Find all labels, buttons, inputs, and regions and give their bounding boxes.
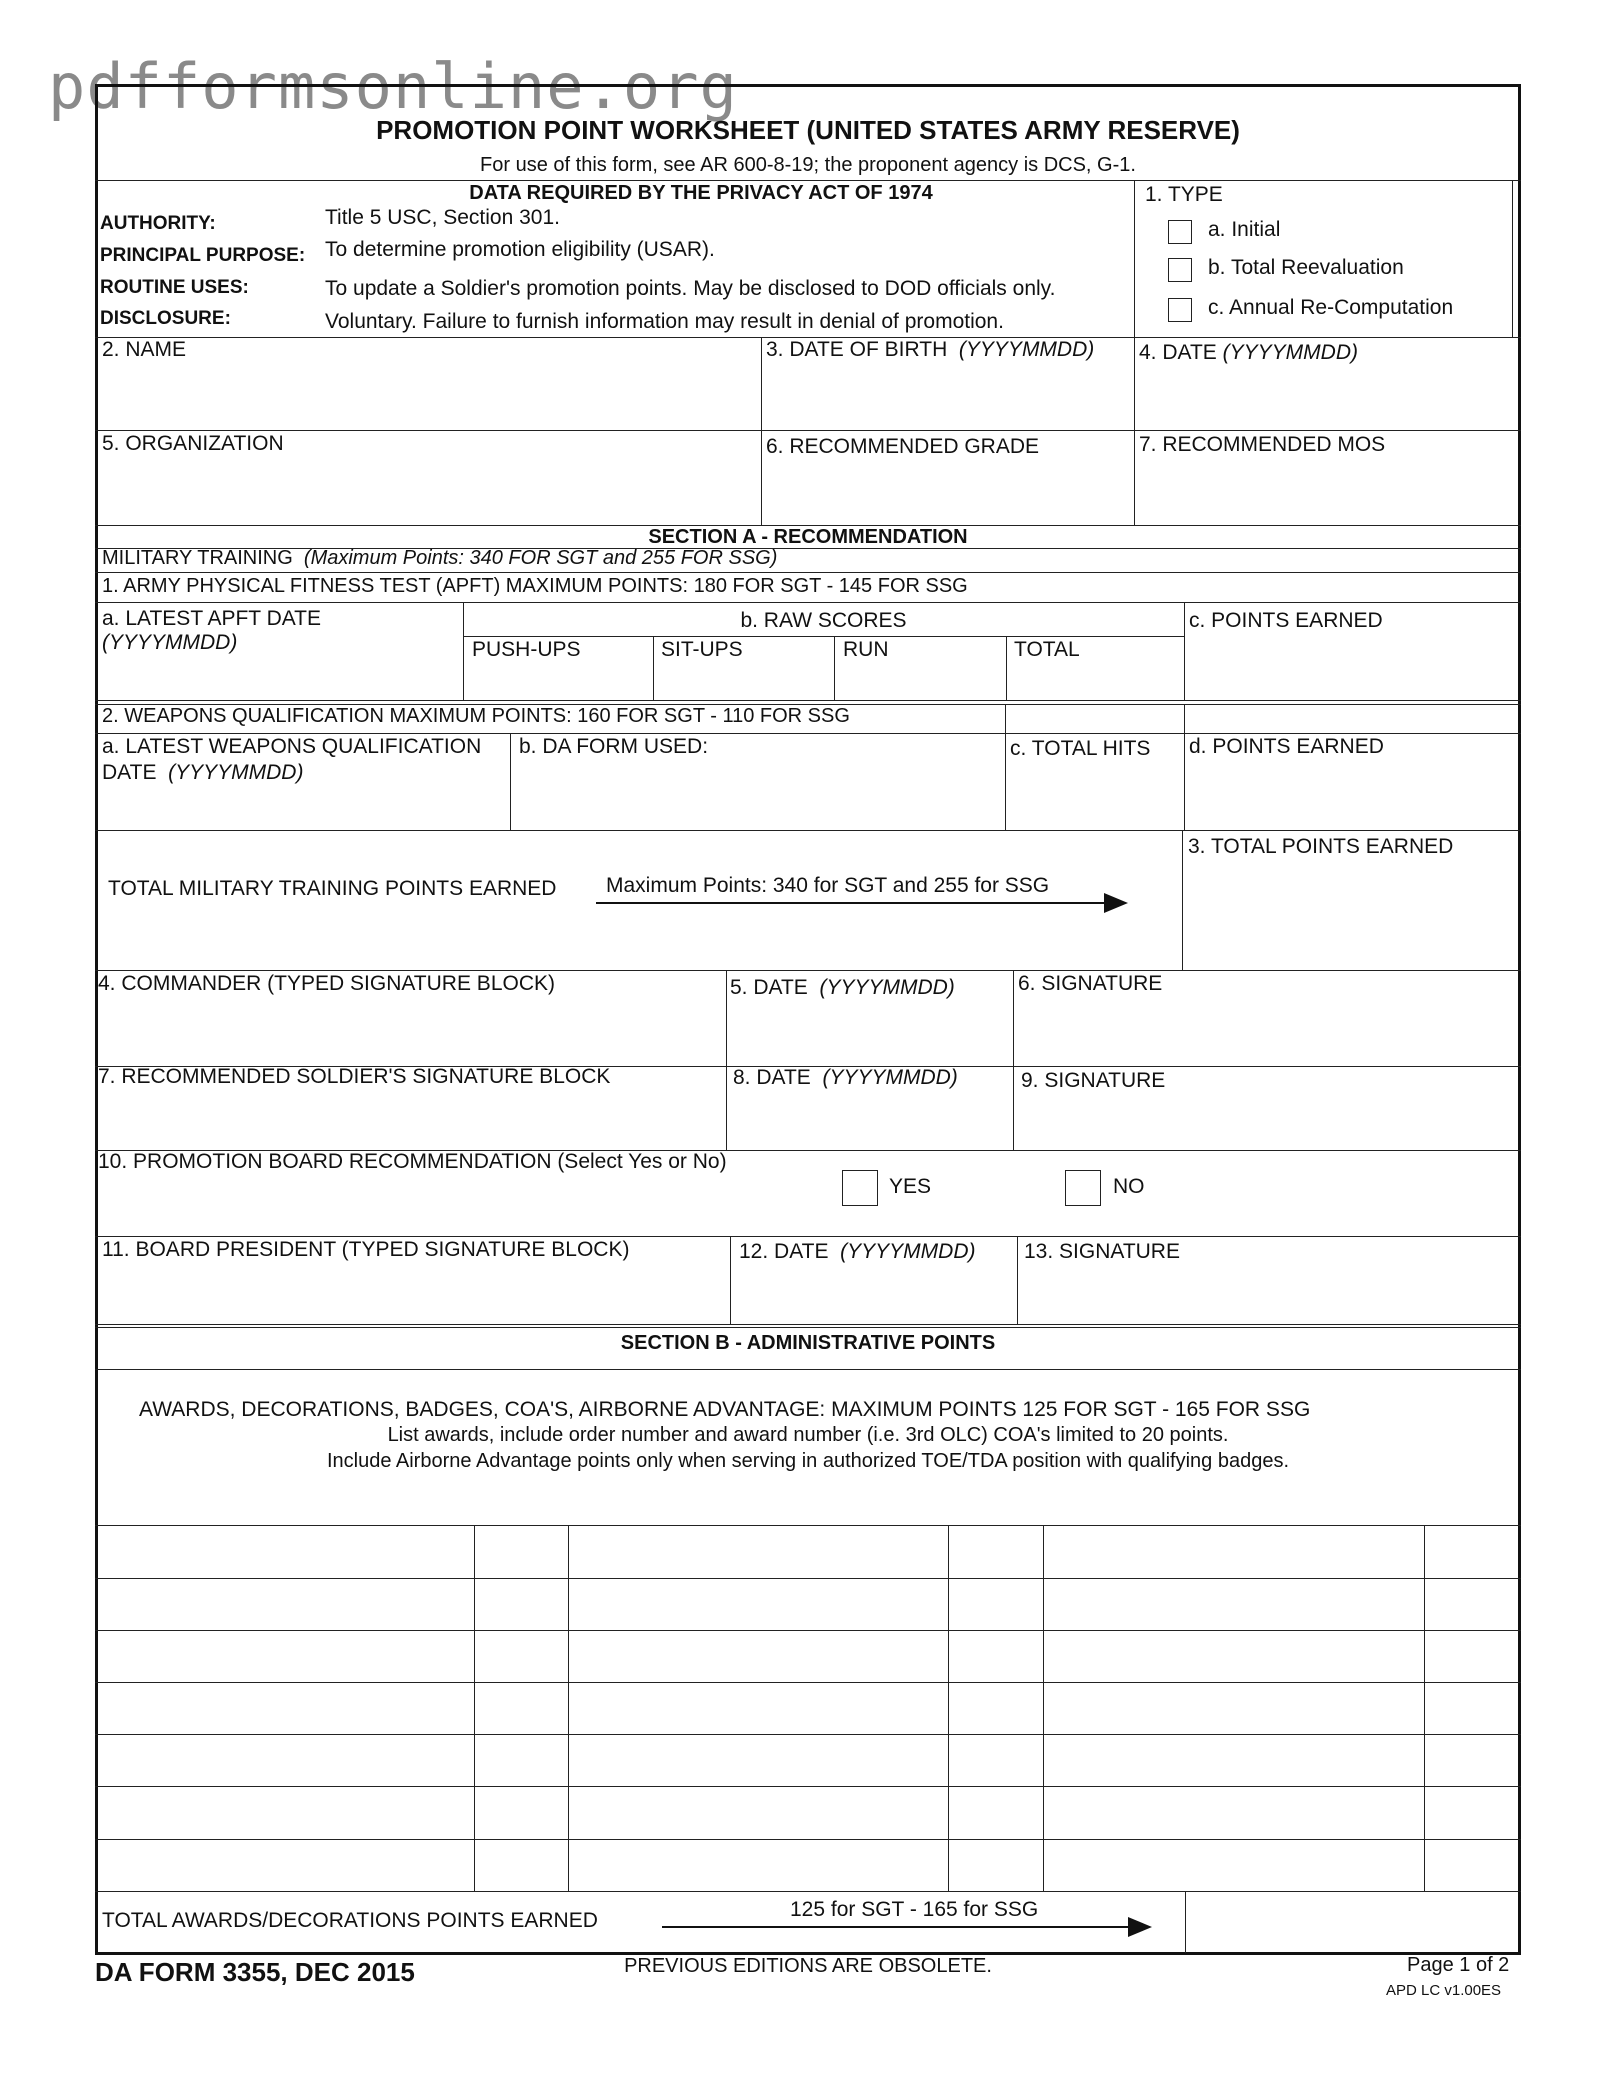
authority-text: Title 5 USC, Section 301. xyxy=(325,206,560,229)
section-b-line1: AWARDS, DECORATIONS, BADGES, COA'S, AIRBORNE ADVANTAGE: MAXIMUM POINTS 125 FOR SGT - 165 FOR SSG xyxy=(139,1398,1311,1421)
total-awards-max: 125 for SGT - 165 for SSG xyxy=(790,1898,1039,1921)
military-training-label: MILITARY TRAINING (Maximum Points: 340 FOR SGT and 255 FOR SSG) xyxy=(102,547,778,569)
date8-label: 8. DATE (YYYYMMDD) xyxy=(733,1066,958,1089)
signature6-label: 6. SIGNATURE xyxy=(1018,972,1163,995)
run-label: RUN xyxy=(843,638,889,661)
form-id: DA FORM 3355, DEC 2015 xyxy=(95,1957,415,1987)
previous-editions: PREVIOUS EDITIONS ARE OBSOLETE. xyxy=(624,1955,992,1977)
board-recommendation-label: 10. PROMOTION BOARD RECOMMENDATION (Select Yes or No) xyxy=(98,1150,727,1173)
type-label: 1. TYPE xyxy=(1145,183,1223,206)
form-subtitle: For use of this form, see AR 600-8-19; the proponent agency is DCS, G-1. xyxy=(480,154,1136,176)
board-no-checkbox[interactable] xyxy=(1065,1170,1101,1206)
disclosure-text: Voluntary. Failure to furnish information may result in denial of promotion. xyxy=(325,310,1004,333)
apft-heading: 1. ARMY PHYSICAL FITNESS TEST (APFT) MAXIMUM POINTS: 180 FOR SGT - 145 FOR SSG xyxy=(102,575,968,597)
apft-date-format: (YYYYMMDD) xyxy=(102,631,238,654)
board-yes-label: YES xyxy=(889,1175,932,1198)
total-awards-label: TOTAL AWARDS/DECORATIONS POINTS EARNED xyxy=(102,1909,598,1932)
name-input[interactable] xyxy=(100,366,750,424)
apft-points-label: c. POINTS EARNED xyxy=(1189,609,1383,632)
signature13-label: 13. SIGNATURE xyxy=(1024,1240,1180,1263)
total-points-earned-label: 3. TOTAL POINTS EARNED xyxy=(1188,835,1454,858)
purpose-text: To determine promotion eligibility (USAR). xyxy=(325,238,715,261)
grade-input[interactable] xyxy=(766,460,1126,518)
awards-table[interactable] xyxy=(96,1526,1520,1890)
type-initial-label: a. Initial xyxy=(1208,218,1281,241)
organization-label: 5. ORGANIZATION xyxy=(102,432,284,455)
mos-label: 7. RECOMMENDED MOS xyxy=(1139,433,1386,456)
soldier-signature-block-label: 7. RECOMMENDED SOLDIER'S SIGNATURE BLOCK xyxy=(98,1065,611,1088)
name-label: 2. NAME xyxy=(102,338,187,361)
date12-label: 12. DATE (YYYYMMDD) xyxy=(739,1240,976,1263)
da-form-used-label: b. DA FORM USED: xyxy=(519,735,709,758)
type-total-reevaluation-label: b. Total Reevaluation xyxy=(1208,256,1404,279)
type-total-reevaluation-checkbox[interactable] xyxy=(1168,258,1192,282)
total-awards-input[interactable] xyxy=(1188,1894,1518,1952)
section-b-line3: Include Airborne Advantage points only when serving in authorized TOE/TDA position with qualifying badges. xyxy=(326,1450,1290,1472)
date-input[interactable] xyxy=(1139,366,1509,424)
total-military-max: Maximum Points: 340 for SGT and 255 for SSG xyxy=(606,874,1050,897)
total-awards-arrow-icon xyxy=(662,1916,1154,1940)
board-president-label: 11. BOARD PRESIDENT (TYPED SIGNATURE BLOCK) xyxy=(102,1238,630,1261)
watermark: pdfformsonline.org xyxy=(48,50,738,123)
weapons-heading: 2. WEAPONS QUALIFICATION MAXIMUM POINTS: 160 FOR SGT - 110 FOR SSG xyxy=(102,705,850,727)
total-military-label: TOTAL MILITARY TRAINING POINTS EARNED xyxy=(108,877,557,900)
raw-scores-label: b. RAW SCORES xyxy=(740,609,907,632)
form-title: PROMOTION POINT WORKSHEET (UNITED STATES ARMY RESERVE) xyxy=(376,115,1240,145)
type-initial-checkbox[interactable] xyxy=(1168,220,1192,244)
type-annual-recomputation-label: c. Annual Re-Computation xyxy=(1208,296,1454,319)
weapons-date-label: a. LATEST WEAPONS QUALIFICATION xyxy=(102,735,482,758)
authority-label: AUTHORITY: xyxy=(100,213,216,234)
type-annual-recomputation-checkbox[interactable] xyxy=(1168,298,1192,322)
dob-label: 3. DATE OF BIRTH (YYYYMMDD) xyxy=(766,338,1095,361)
date-label: 4. DATE (YYYYMMDD) xyxy=(1139,341,1358,364)
mos-input[interactable] xyxy=(1139,460,1509,518)
dob-input[interactable] xyxy=(766,366,1126,424)
version: APD LC v1.00ES xyxy=(1386,1982,1502,1999)
weapons-points-label: d. POINTS EARNED xyxy=(1189,735,1384,758)
privacy-heading: DATA REQUIRED BY THE PRIVACY ACT OF 1974 xyxy=(469,182,933,204)
organization-input[interactable] xyxy=(100,460,750,518)
page-number: Page 1 of 2 xyxy=(1407,1954,1510,1976)
board-yes-checkbox[interactable] xyxy=(842,1170,878,1206)
signature9-label: 9. SIGNATURE xyxy=(1021,1069,1166,1092)
uses-text: To update a Soldier's promotion points. May be disclosed to DOD officials only. xyxy=(325,277,1056,300)
section-b-line2: List awards, include order number and award number (i.e. 3rd OLC) COA's limited to 20 points. xyxy=(387,1424,1229,1446)
total-label: TOTAL xyxy=(1014,638,1080,661)
commander-label: 4. COMMANDER (TYPED SIGNATURE BLOCK) xyxy=(98,972,555,995)
uses-label: ROUTINE USES: xyxy=(100,277,249,298)
total-military-arrow-icon xyxy=(596,892,1130,916)
total-hits-label: c. TOTAL HITS xyxy=(1010,737,1151,760)
date5-label: 5. DATE (YYYYMMDD) xyxy=(730,976,955,999)
weapons-date-label-2: DATE (YYYYMMDD) xyxy=(102,761,304,784)
grade-label: 6. RECOMMENDED GRADE xyxy=(766,435,1040,458)
section-b-heading: SECTION B - ADMINISTRATIVE POINTS xyxy=(620,1332,996,1354)
board-no-label: NO xyxy=(1113,1175,1145,1198)
section-a-heading: SECTION A - RECOMMENDATION xyxy=(648,526,968,548)
purpose-label: PRINCIPAL PURPOSE: xyxy=(100,245,306,266)
disclosure-label: DISCLOSURE: xyxy=(100,308,231,329)
situps-label: SIT-UPS xyxy=(661,638,743,661)
apft-date-label: a. LATEST APFT DATE xyxy=(102,607,322,630)
pushups-label: PUSH-UPS xyxy=(472,638,581,661)
